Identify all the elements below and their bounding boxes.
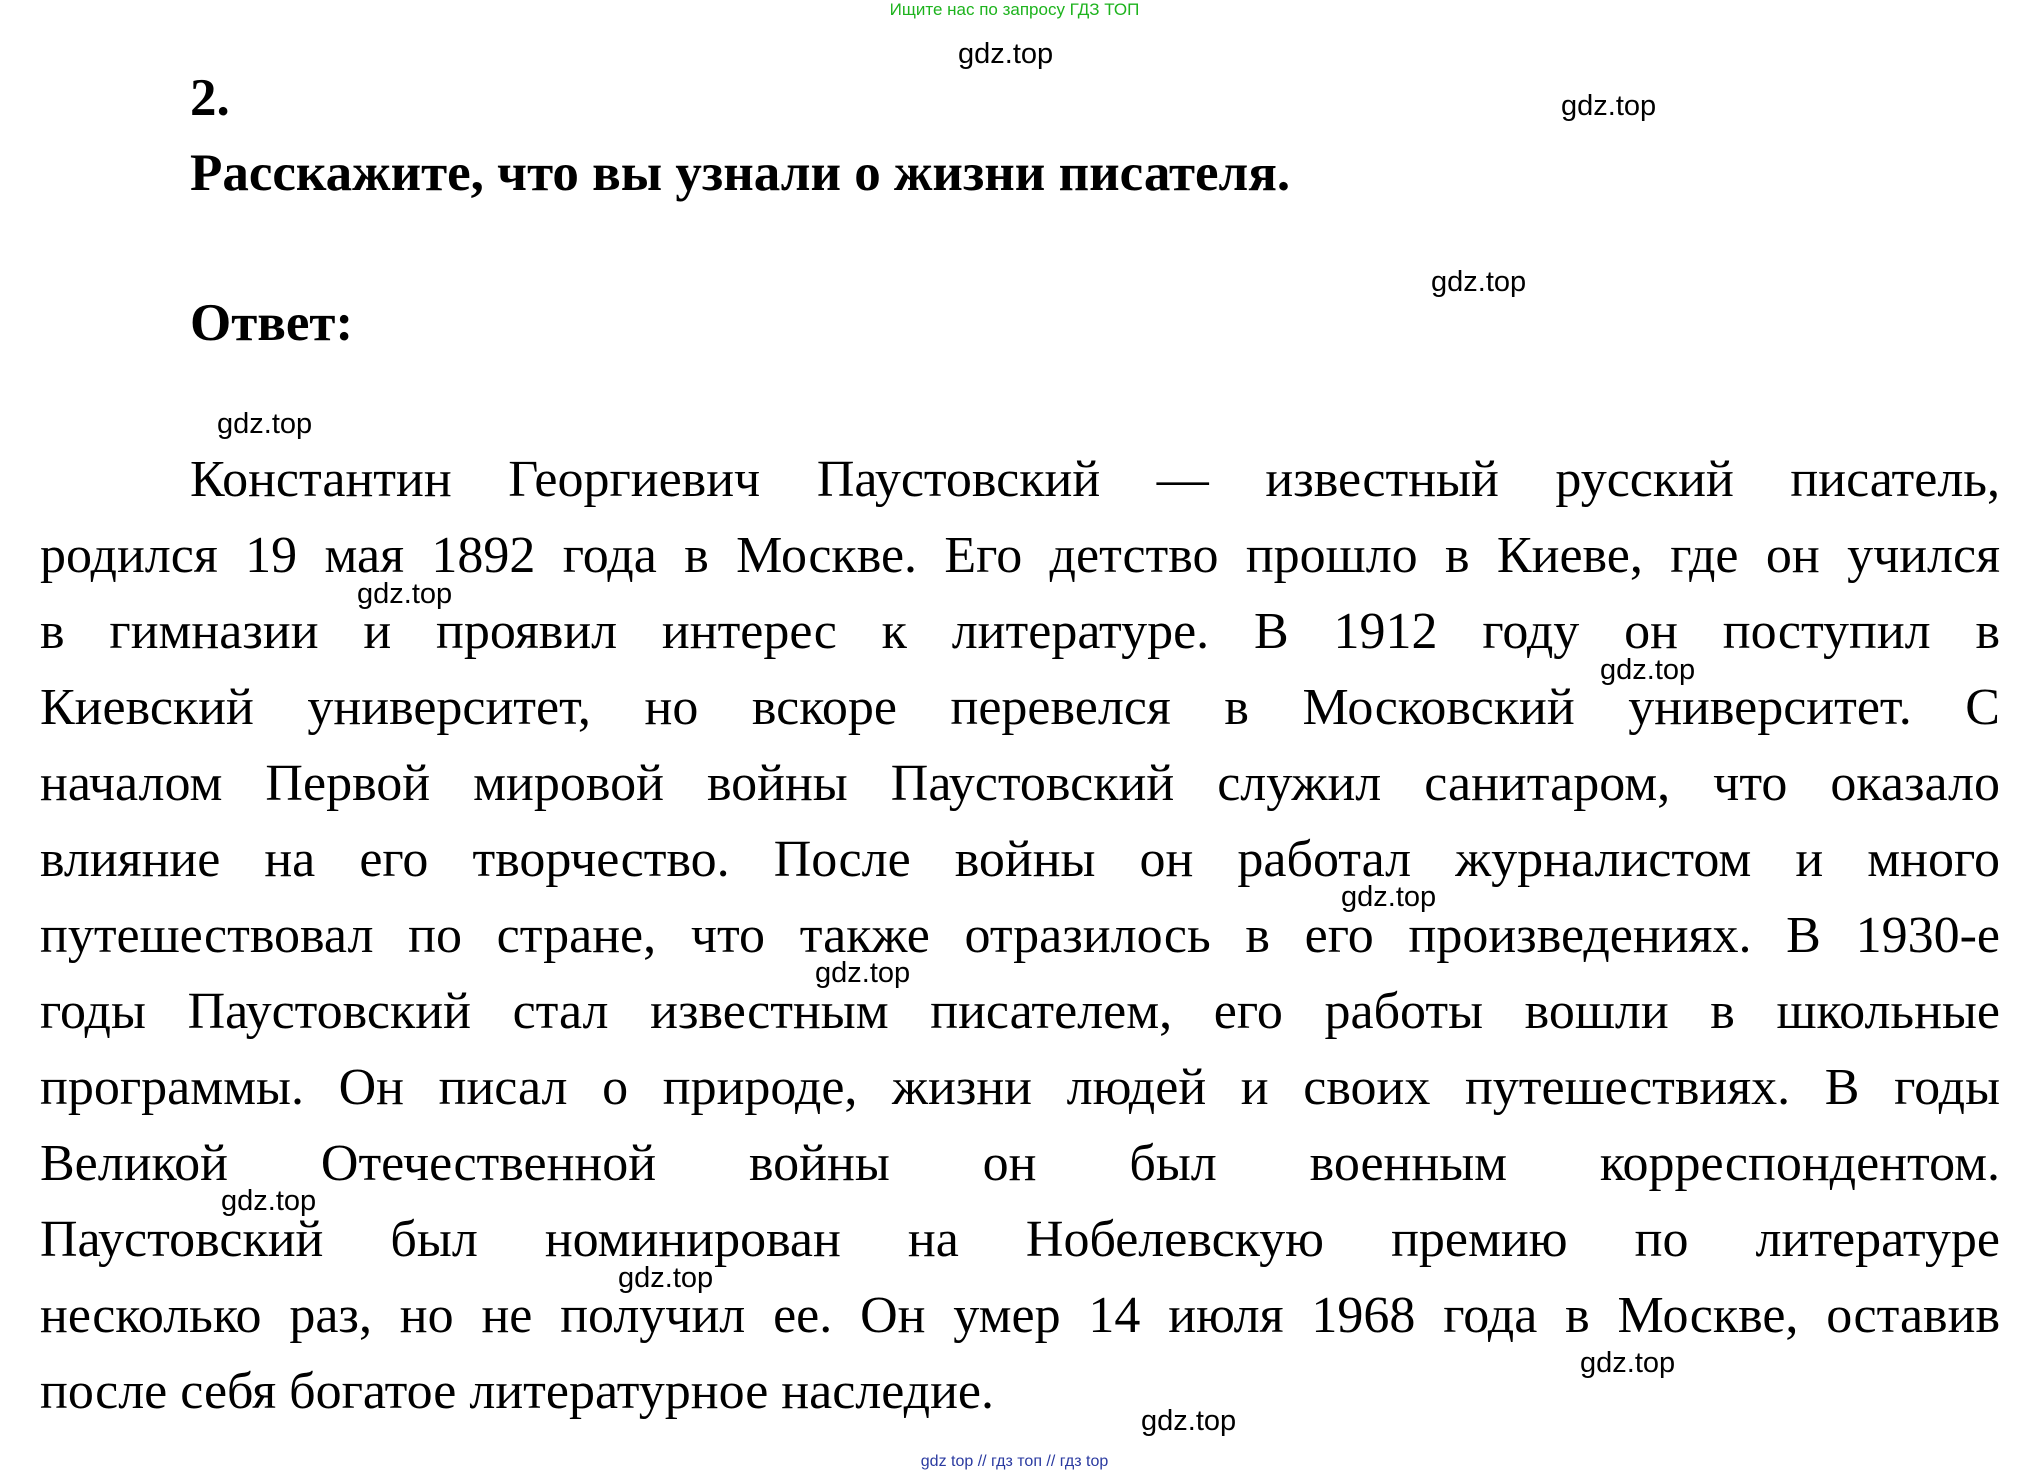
watermark: gdz.top: [1580, 1347, 1676, 1379]
answer-line: в гимназии и проявил интерес к литературе. В 1912 году он поступил в: [40, 603, 2000, 660]
watermark: gdz.top: [815, 957, 911, 989]
answer-line: Киевский университет, но вскоре перевелся в Московский университет. С: [40, 679, 2000, 736]
answer-line: несколько раз, но не получил ее. Он умер 14 июля 1968 года в Москве, оставив: [40, 1287, 2000, 1344]
top-banner: Ищите нас по запросу ГДЗ ТОП: [889, 0, 1140, 19]
answer-line: Великой Отечественной войны он был военным корреспондентом.: [40, 1135, 2000, 1192]
watermark: gdz.top: [217, 408, 313, 440]
watermark: gdz.top: [1141, 1405, 1237, 1437]
watermark: gdz.top: [958, 38, 1054, 70]
answer-line: Константин Георгиевич Паустовский — известный русский писатель,: [190, 451, 2000, 508]
answer-label: Ответ:: [190, 294, 354, 352]
watermark: gdz.top: [618, 1262, 714, 1294]
answer-paragraph: [40, 442, 2000, 1430]
answer-line: программы. Он писал о природе, жизни людей и своих путешествиях. В годы: [40, 1059, 2000, 1116]
watermark: gdz.top: [221, 1185, 317, 1217]
answer-line: началом Первой мировой войны Паустовский служил санитаром, что оказало: [40, 755, 2000, 812]
watermark: gdz.top: [1561, 90, 1657, 122]
task-number: 2.: [190, 69, 230, 127]
answer-line: влияние на его творчество. После войны он работал журналистом и много: [40, 831, 2000, 888]
answer-line: родился 19 мая 1892 года в Москве. Его детство прошло в Киеве, где он учился: [40, 527, 2000, 584]
answer-line: годы Паустовский стал известным писателем, его работы вошли в школьные: [40, 983, 2000, 1040]
footer-links: gdz top // гдз топ // гдз top: [920, 1453, 1109, 1470]
watermark: gdz.top: [1431, 266, 1527, 298]
watermark: gdz.top: [1600, 654, 1696, 686]
answer-line: путешествовал по стране, что также отразилось в его произведениях. В 1930-е: [40, 907, 2000, 964]
watermark: gdz.top: [357, 578, 453, 610]
question-heading: Расскажите, что вы узнали о жизни писателя.: [190, 144, 1291, 202]
watermark: gdz.top: [1341, 881, 1437, 913]
answer-line: после себя богатое литературное наследие.: [40, 1363, 994, 1420]
answer-line: Паустовский был номинирован на Нобелевскую премию по литературе: [40, 1211, 2000, 1268]
